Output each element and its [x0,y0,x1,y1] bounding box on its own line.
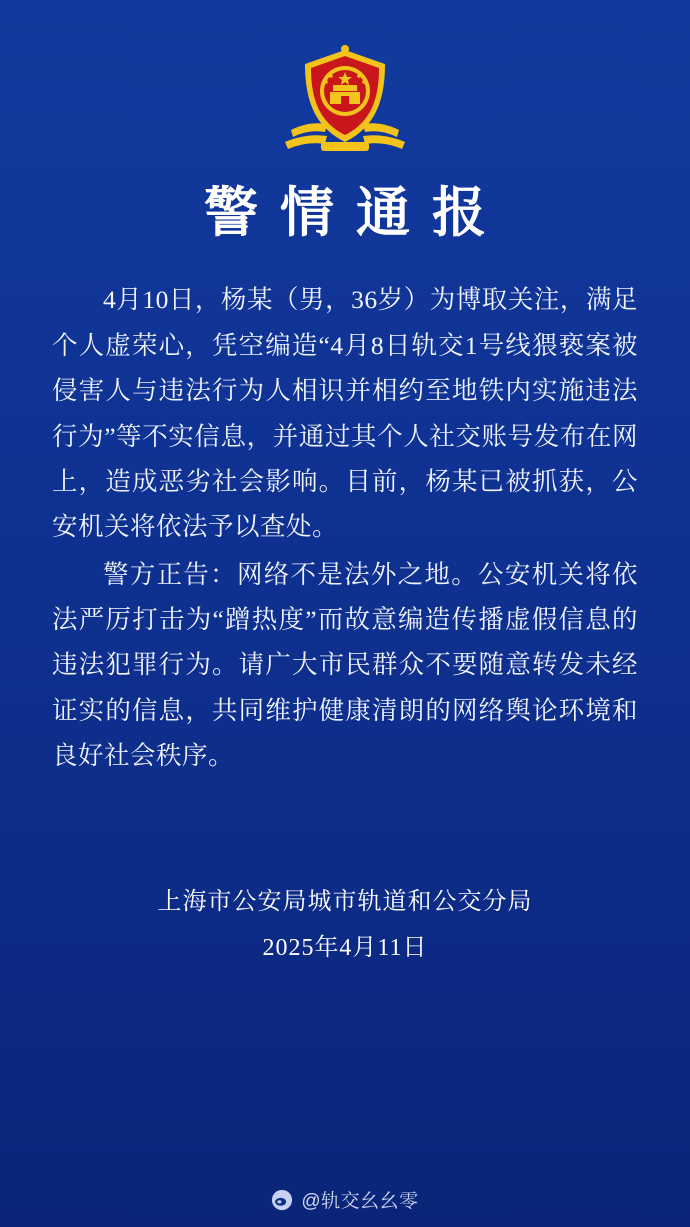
signature-block [0,880,690,971]
page-title: 警情通报 [204,183,508,243]
footer-handle: @轨交幺幺零 [301,1191,419,1212]
weibo-icon [271,1189,293,1211]
police-badge-emblem [281,44,409,162]
notice-body [52,277,638,778]
footer-watermark [0,1186,690,1213]
issue-date: 2025年4月11日 [262,934,428,961]
notice-paragraph-1: 4月10日，杨某（男，36岁）为博取关注，满足个人虚荣心，凭空编造“4月8日轨交1号线猥亵案被侵害人与违法行为人相识并相约至地铁内实施违法行为”等不实信息，并通过其个人社交账号发布在网上，造成恶劣社会影响。目前，杨某已被抓获，公安机关将依法予以查处。 [52,285,638,542]
emblem-container [0,0,690,162]
notice-paragraph-2: 警方正告：网络不是法外之地。公安机关将依法严厉打击为“蹭热度”而故意编造传播虚假信息的违法犯罪行为。请广大市民群众不要随意转发未经证实的信息，共同维护健康清朗的网络舆论环境和良好社会秩序。 [52,559,638,771]
issuing-organization: 上海市公安局城市轨道和公交分局 [157,889,533,915]
